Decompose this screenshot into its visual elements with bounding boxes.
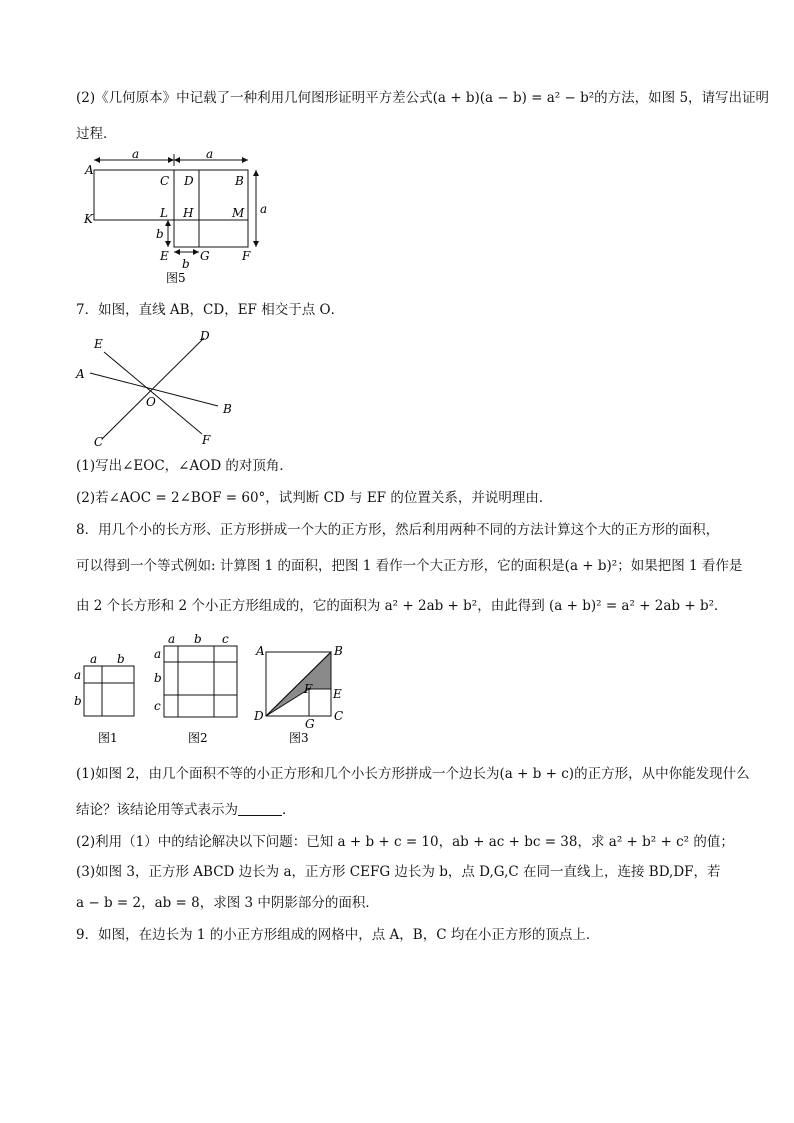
fig1-label-b-top: b [117,652,125,666]
fig5-label-D: D [184,174,194,188]
figures-1-2-3 [72,630,372,750]
fig2-label-a-side: a [154,647,162,661]
fig5-caption: 图5 [166,271,186,285]
fig5-label-F: F [242,249,251,263]
q9-stem: 9．如图，在边长为 1 的小正方形组成的网格中，点 A，B，C 均在小正方形的顶点上． [76,927,600,943]
fig1-label-b-side: b [74,694,82,708]
q8-part3-line1: (3)如图 3，正方形 ABCD 边长为 a，正方形 CEFG 边长为 b，点 D,G,C 在同一直线上，连接 BD,DF，若 [76,864,721,880]
q8-part1-line2-wrap [76,800,296,820]
fig2-label-b-top: b [194,632,202,646]
fig1-caption: 图1 [98,731,118,745]
fig3-label-G: G [305,717,315,731]
fig5-label-E: E [160,249,169,263]
fig3-label-E: E [333,687,342,701]
q7-label-E: E [94,337,103,351]
fig3-label-D: D [254,709,264,723]
q8-part1-end: ． [282,802,296,818]
fig5-label-b-side: b [156,227,164,241]
q7-label-A: A [76,367,85,381]
q7-label-C: C [94,435,104,449]
q8-stem-line2: 可以得到一个等式例如: 计算图 1 的面积，把图 1 看作一个大正方形，它的面积是(a + b)²；如果把图 1 看作是 [76,558,743,574]
fig5-label-K: K [84,212,93,226]
fig5-label-B: B [235,174,244,188]
q8-stem-line3: 由 2 个长方形和 2 个小正方形组成的，它的面积为 a² + 2ab + b²，由此得到 (a + b)² = a² + 2ab + b²． [76,598,728,614]
q7-label-F: F [202,433,211,447]
fig3-caption: 图3 [289,731,309,745]
fig5-label-a-left: a [132,150,140,161]
fig5-label-H: H [183,206,194,220]
figure-5 [80,150,280,290]
fig2-label-b-side: b [154,671,162,685]
fig2-caption: 图2 [188,731,208,745]
q7-label-D: D [200,329,210,343]
fig3-label-A: A [256,644,265,658]
fig5-label-L: L [160,206,168,220]
fig5-label-M: M [232,206,245,220]
q6-part2-line2: 过程． [76,126,117,142]
fig5-label-a-side: a [260,202,268,216]
q7-label-B: B [223,402,232,416]
q8-stem-line1: 8．用几个小的长方形、正方形拼成一个大的正方形，然后利用两种不同的方法计算这个大的正方形的面积， [76,522,720,538]
fig2-label-c-top: c [222,632,229,646]
q8-part3-line2: a − b = 2，ab = 8，求图 3 中阴影部分的面积． [76,895,379,911]
q7-part2: (2)若∠AOC = 2∠BOF = 60°，试判断 CD 与 EF 的位置关系，并说明理由． [76,490,553,506]
fig5-label-b-bottom: b [182,257,190,271]
fig5-label-C: C [160,174,170,188]
fig5-label-G: G [200,249,210,263]
fig3-label-B: B [334,644,343,658]
q7-stem: 7．如图，直线 AB，CD，EF 相交于点 O． [76,302,345,318]
fig2-label-c-side: c [154,699,161,713]
figure-q7-lines [74,326,244,451]
q6-part2-line1: (2)《几何原本》中记载了一种利用几何图形证明平方差公式(a + b)(a − b) = a² − b²的方法，如图 5，请写出证明 [76,90,770,106]
q8-part2: (2)利用（1）中的结论解决以下问题：已知 a + b + c = 10，ab + ac + bc = 38，求 a² + b² + c² 的值； [76,834,734,850]
q7-part1: (1)写出∠EOC，∠AOD 的对顶角． [76,458,293,474]
fig3-label-C: C [334,709,344,723]
fig3-label-F: F [304,682,313,696]
fig5-label-a-right: a [206,150,214,161]
fig1-label-a-side: a [74,668,82,682]
answer-blank[interactable] [238,801,282,816]
q8-part1-line1: (1)如图 2，由几个面积不等的小正方形和几个小长方形拼成一个边长为(a + b + c)的正方形，从中你能发现什么 [76,766,750,782]
fig2-label-a-top: a [168,632,176,646]
fig1-label-a-top: a [90,652,98,666]
fig5-label-A: A [85,163,94,177]
q8-part1-line2: 结论？该结论用等式表示为 [76,802,238,818]
q7-label-O: O [146,395,156,409]
